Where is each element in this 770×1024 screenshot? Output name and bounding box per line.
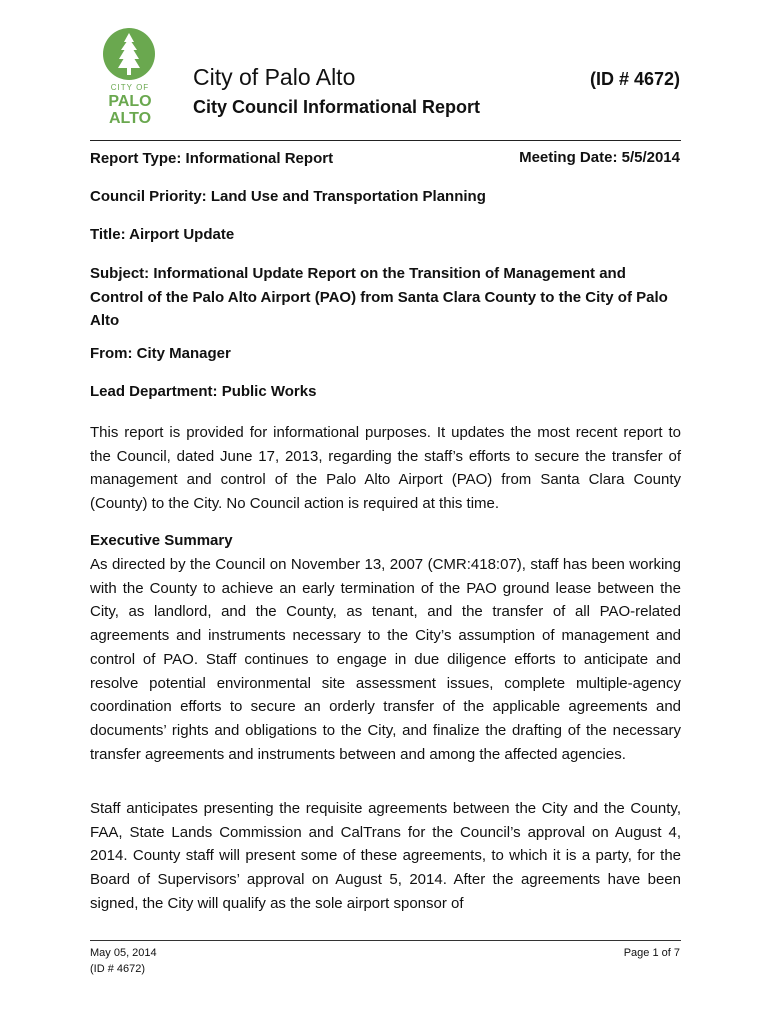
intro-paragraph: This report is provided for informational purposes. It updates the most recent report to the Council, dated June 17, 2013, regarding the staff’s efforts to secure the transfer of management and control of the Palo Alto Airport (PAO) from Santa Clara County (County) to the City. No Council action is required at this time. <box>90 424 681 513</box>
footer-divider <box>90 940 681 941</box>
report-subtitle: City Council Informational Report <box>193 97 481 117</box>
meeting-date: Meeting Date: 5/5/2014 <box>519 149 680 166</box>
lead-department: Lead Department: Public Works <box>90 383 317 400</box>
tree-emblem-icon <box>103 28 155 80</box>
city-logo <box>101 26 159 126</box>
logo-palo-text: PALO <box>108 93 152 110</box>
council-priority: Council Priority: Land Use and Transportation Planning <box>90 188 486 205</box>
logo-alto-text: ALTO <box>108 110 152 127</box>
report-type: Report Type: Informational Report <box>90 150 334 167</box>
footer-id: (ID # 4672) <box>90 963 146 975</box>
report-subject: Subject: Informational Update Report on the Transition of Management and Control of the Palo Alto Airport (PAO) from Santa Clara County to the City of Palo Alto <box>90 265 668 329</box>
footer-date: May 05, 2014 <box>90 947 157 959</box>
report-id: (ID # 4672) <box>589 69 680 89</box>
header-divider <box>90 140 681 141</box>
executive-summary-heading: Executive Summary <box>90 532 233 549</box>
report-title: Title: Airport Update <box>90 226 235 243</box>
report-from: From: City Manager <box>90 345 231 362</box>
report-org-title: City of Palo Alto <box>193 64 356 90</box>
footer-page-number: Page 1 of 7 <box>623 947 680 959</box>
executive-summary-paragraph-1: As directed by the Council on November 13, 2007 (CMR:418:07), staff has been working with the County to achieve an early termination of the PAO ground lease between the City, as landlord, and the County, as tenant, and the transfer of all PAO-related agreements and instruments necessary to the City’s assumption of management and control of PAO. Staff continues to engage in due diligence efforts to anticipate and resolve potential environmental site assessment issues, complete multiple-agency coordination efforts to secure an orderly transfer of the applicable agreements and documents’ rights and obligations to the City, and finalize the drafting of the necessary transfer agreements and instruments between and among the affected agencies. <box>90 556 681 763</box>
executive-summary-paragraph-2: Staff anticipates presenting the requisite agreements between the City and the County, FAA, State Lands Commission and CalTrans for the Council’s approval on August 4, 2014. County staff will present some of these agreements, to which it is a party, for the Board of Supervisors’ approval on August 5, 2014. After the agreements have been signed, the City will qualify as the sole airport sponsor of <box>90 800 681 912</box>
logo-city-of-text: CITY OF <box>110 83 150 92</box>
